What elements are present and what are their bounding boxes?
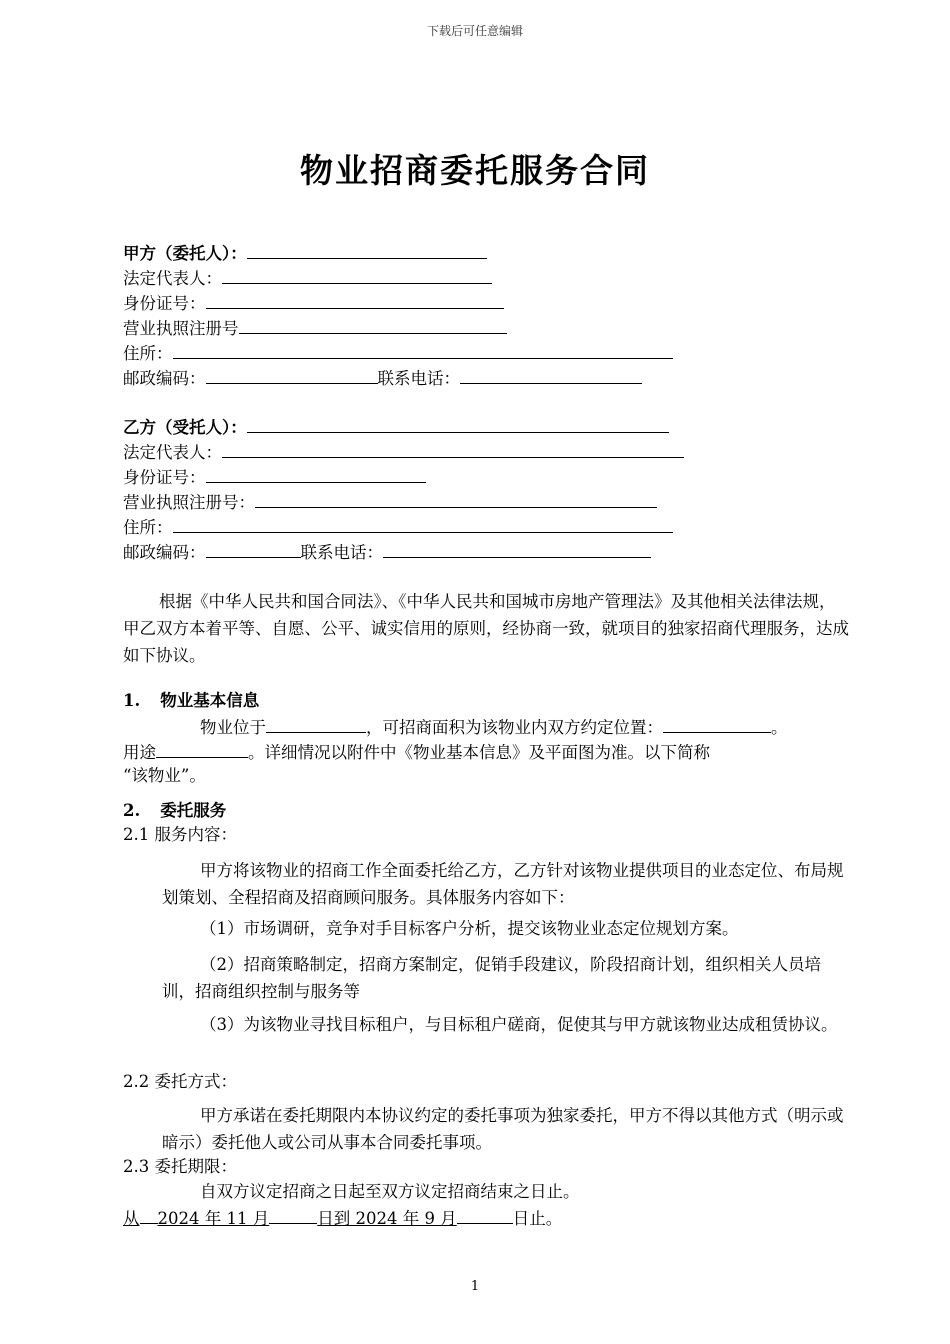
- party-b-name-blank: [247, 414, 669, 433]
- party-a-postal-blank: [206, 365, 378, 384]
- party-a-contact-line: [123, 365, 642, 389]
- party-b-id-line: [123, 464, 426, 488]
- section1-p2a: 用途: [123, 743, 156, 762]
- section1-p1c: 。: [771, 718, 788, 737]
- term-mid: 日到 2024 年 9 月: [317, 1209, 457, 1228]
- subsection-2-1: 2.1 服务内容：: [123, 825, 237, 844]
- service-item-3: （3）为该物业寻找目标租户，与目标租户磋商，促使其与甲方就该物业达成租赁协议。: [200, 1015, 838, 1034]
- section1-heading: 物业基本信息: [160, 691, 260, 710]
- party-a-license-line: [123, 315, 507, 339]
- party-a-postal-label: 邮政编码：: [123, 369, 206, 388]
- service-item-1: （1）市场调研，竞争对手目标客户分析，提交该物业业态定位规划方案。: [200, 919, 739, 938]
- header-note: 下载后可任意编辑: [426, 24, 523, 38]
- party-b-heading-line: [123, 414, 669, 438]
- party-a-license-blank: [239, 315, 507, 334]
- party-a-address-line: [123, 340, 673, 364]
- party-a-address-blank: [173, 340, 673, 359]
- party-b-id-label: 身份证号：: [123, 468, 206, 487]
- party-b-license-blank: [255, 489, 657, 508]
- term-from: 从: [123, 1209, 140, 1228]
- term-end: 日止。: [512, 1209, 563, 1228]
- section1-line3: “该物业”。: [123, 766, 206, 785]
- party-b-address-line: [123, 514, 673, 538]
- term-start-day-blank: [269, 1205, 317, 1224]
- party-a-id-blank: [206, 290, 504, 309]
- party-a-heading-line: [123, 240, 487, 264]
- party-a-id-label: 身份证号：: [123, 294, 206, 313]
- subsection-2-2-paragraph: 甲方承诺在委托期限内本协议约定的委托事项为独家委托，甲方不得以其他方式（明示或暗示）委托他人或公司从事本合同委托事项。: [162, 1106, 844, 1152]
- party-b-license-line: [123, 489, 657, 513]
- term-start: 2024 年 11 月: [157, 1209, 270, 1228]
- section2-heading-line: [123, 799, 226, 823]
- party-b-heading: 乙方（受托人）：: [123, 418, 247, 437]
- term-end-day-blank: [457, 1205, 513, 1224]
- intro-paragraph: 根据《中华人民共和国合同法》、《中华人民共和国城市房地产管理法》及其他相关法律法规，甲乙双方本着平等、自愿、公平、诚实信用的原则，经协商一致，就项目的独家招商代理服务，达成如下协议。: [123, 592, 849, 665]
- section1-p1a: 物业位于: [200, 718, 266, 737]
- party-a-rep-blank: [222, 265, 492, 284]
- party-b-phone-label: 联系电话：: [300, 543, 383, 562]
- party-a-id-line: [123, 290, 504, 314]
- party-b-rep-blank: [222, 439, 684, 458]
- party-b-postal-blank: [206, 539, 301, 558]
- section1-p1b: ，可招商面积为该物业内双方约定位置：: [366, 718, 663, 737]
- page-number: 1: [470, 1279, 480, 1294]
- party-a-phone-label: 联系电话：: [377, 369, 460, 388]
- section2-number: 2.: [123, 801, 141, 820]
- party-a-phone-blank: [460, 365, 642, 384]
- subsection-2-3: 2.3 委托期限：: [123, 1157, 237, 1176]
- service-item-2: （2）招商策略制定，招商方案制定，促销手段建议，阶段招商计划，组织相关人员培训，招商组织控制与服务等: [162, 955, 821, 1001]
- party-a-rep-line: [123, 265, 492, 289]
- party-b-phone-blank: [383, 539, 651, 558]
- property-usage-blank: [156, 739, 248, 758]
- subsection-2-3-paragraph: 自双方议定招商之日起至双方议定招商结束之日止。: [200, 1182, 580, 1201]
- section1-line2: [123, 739, 710, 763]
- section1-heading-line: [123, 689, 259, 713]
- subsection-2-1-paragraph: 甲方将该物业的招商工作全面委托给乙方，乙方针对该物业提供项目的业态定位、布局规划策划、全程招商及招商顾问服务。具体服务内容如下：: [162, 861, 844, 907]
- party-b-address-label: 住所：: [123, 518, 173, 537]
- section2-heading: 委托服务: [160, 801, 227, 820]
- document-title: 物业招商委托服务合同: [300, 151, 650, 190]
- party-a-address-label: 住所：: [123, 344, 173, 363]
- party-b-address-blank: [173, 514, 673, 533]
- section1-number: 1.: [123, 691, 141, 710]
- party-b-id-blank: [206, 464, 426, 483]
- party-a-rep-label: 法定代表人：: [123, 269, 222, 288]
- property-location-blank: [266, 714, 366, 733]
- party-a-name-blank: [247, 240, 487, 259]
- section1-line1: [200, 714, 788, 738]
- party-b-rep-label: 法定代表人：: [123, 443, 222, 462]
- term-line: [123, 1205, 562, 1229]
- subsection-2-2: 2.2 委托方式：: [123, 1072, 237, 1091]
- party-b-postal-label: 邮政编码：: [123, 543, 206, 562]
- party-b-rep-line: [123, 439, 684, 463]
- party-b-license-label: 营业执照注册号：: [123, 493, 255, 512]
- party-b-contact-line: [123, 539, 651, 563]
- party-a-heading: 甲方（委托人）：: [123, 244, 247, 263]
- section1-p2b: 。详细情况以附件中《物业基本信息》及平面图为准。以下简称: [248, 743, 710, 762]
- party-a-license-label: 营业执照注册号: [123, 319, 239, 338]
- property-area-blank: [663, 714, 771, 733]
